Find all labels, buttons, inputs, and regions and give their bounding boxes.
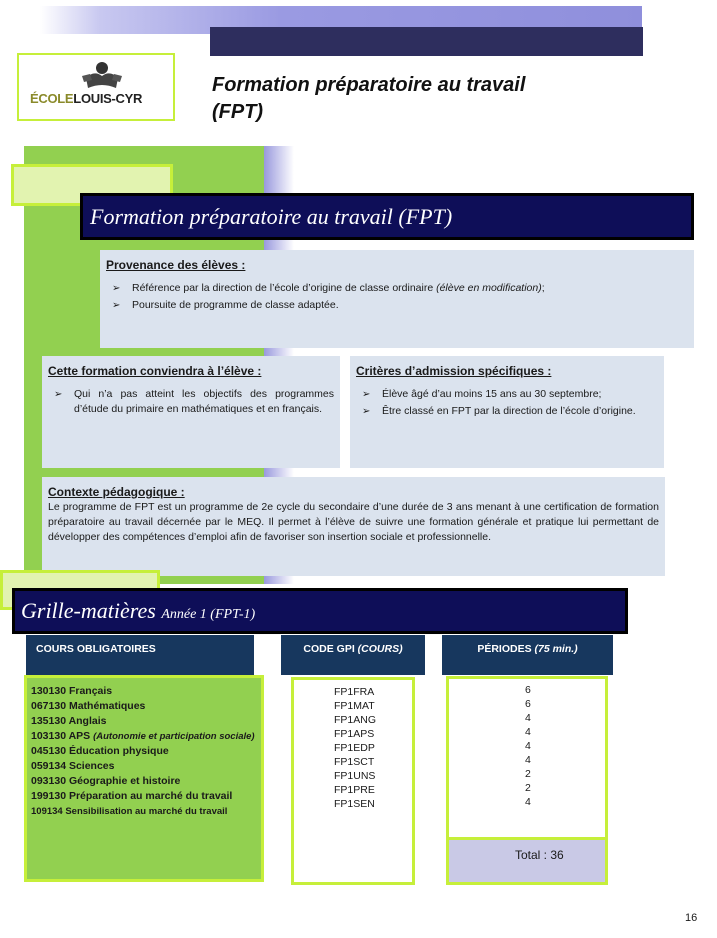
table-cell: FP1FRA xyxy=(334,686,375,698)
school-logo-icon xyxy=(80,60,124,92)
table-row: 135130 Anglais xyxy=(31,715,107,727)
code-list xyxy=(291,677,415,885)
table-row: 130130 Français xyxy=(31,685,113,697)
column-header-code: CODE GPI (COURS) xyxy=(281,635,425,675)
list-item: ➢ Être classé en FPT par la direction de l’école d’origine. xyxy=(356,404,658,419)
page-number: 16 xyxy=(685,912,698,924)
table-cell: 4 xyxy=(525,712,531,724)
total-periodes: Total : 36 xyxy=(446,840,608,885)
table-cell: 4 xyxy=(525,796,531,808)
list-item: ➢ Élève âgé d’au moins 15 ans au 30 septembre; xyxy=(356,387,658,402)
table-cell: 2 xyxy=(525,782,531,794)
table-cell: FP1APS xyxy=(334,728,375,740)
table-row: 045130 Éducation physique xyxy=(31,745,169,757)
table-cell: FP1UNS xyxy=(334,770,376,782)
table-cell: FP1SCT xyxy=(334,756,375,768)
contexte-heading: Contexte pédagogique : xyxy=(48,485,185,499)
list-item: ➢ Poursuite de programme de classe adaptée. xyxy=(106,298,688,313)
table-cell: FP1MAT xyxy=(334,700,375,712)
column-header-cours: COURS OBLIGATOIRES xyxy=(26,635,254,675)
table-cell: 6 xyxy=(525,698,531,710)
table-row: 093130 Géographie et histoire xyxy=(31,775,181,787)
list-item: ➢ Référence par la direction de l’école d’origine de classe ordinaire (élève en modification); xyxy=(106,281,688,296)
section-title-grille: Grille-matières Année 1 (FPT-1) xyxy=(12,588,628,634)
provenance-heading: Provenance des élèves : xyxy=(106,258,246,272)
section-title-fpt: Formation préparatoire au travail (FPT) xyxy=(80,193,694,240)
list-item: ➢ Qui n’a pas atteint les objectifs des programmes d’étude du primaire en mathématiques et en français. xyxy=(48,387,334,417)
criteres-panel xyxy=(350,356,664,468)
cours-list xyxy=(24,675,264,882)
header-dark-band xyxy=(210,27,643,56)
table-cell: FP1SEN xyxy=(334,798,375,810)
convient-panel xyxy=(42,356,340,468)
table-cell: FP1EDP xyxy=(334,742,375,754)
periodes-list xyxy=(446,676,608,840)
contexte-text: Le programme de FPT est un programme de 2e cycle du secondaire d’une durée de 3 ans menant à une certification de formation préparatoire au travail décernée par le MEQ. Il permet à l’élève de suivre une formation générale et pratique lui permettant de développer des compétences d’emploi afin de favoriser son insertion sociale et professionnelle. xyxy=(48,501,659,543)
table-cell: 4 xyxy=(525,754,531,766)
provenance-panel xyxy=(100,250,694,348)
page-title: Formation préparatoire au travail (FPT) xyxy=(212,74,526,123)
table-row: 067130 Mathématiques xyxy=(31,700,146,712)
table-cell: 6 xyxy=(525,684,531,696)
table-cell: 2 xyxy=(525,768,531,780)
convient-heading: Cette formation conviendra à l’élève : xyxy=(48,364,262,378)
table-row: 109134 Sensibilisation au marché du travail xyxy=(31,806,228,817)
contexte-panel xyxy=(42,477,665,576)
criteres-heading: Critères d’admission spécifiques : xyxy=(356,364,552,378)
table-row: 103130 APS (Autonomie et participation sociale) xyxy=(31,730,255,742)
table-row: 059134 Sciences xyxy=(31,760,115,772)
table-cell: 4 xyxy=(525,726,531,738)
column-header-periodes: PÉRIODES (75 min.) xyxy=(442,635,613,675)
table-row: 199130 Préparation au marché du travail xyxy=(31,790,233,802)
table-cell: FP1PRE xyxy=(334,784,375,796)
table-cell: 4 xyxy=(525,740,531,752)
school-logo-text: ÉCOLELOUIS-CYR xyxy=(30,91,143,106)
table-cell: FP1ANG xyxy=(334,714,377,726)
